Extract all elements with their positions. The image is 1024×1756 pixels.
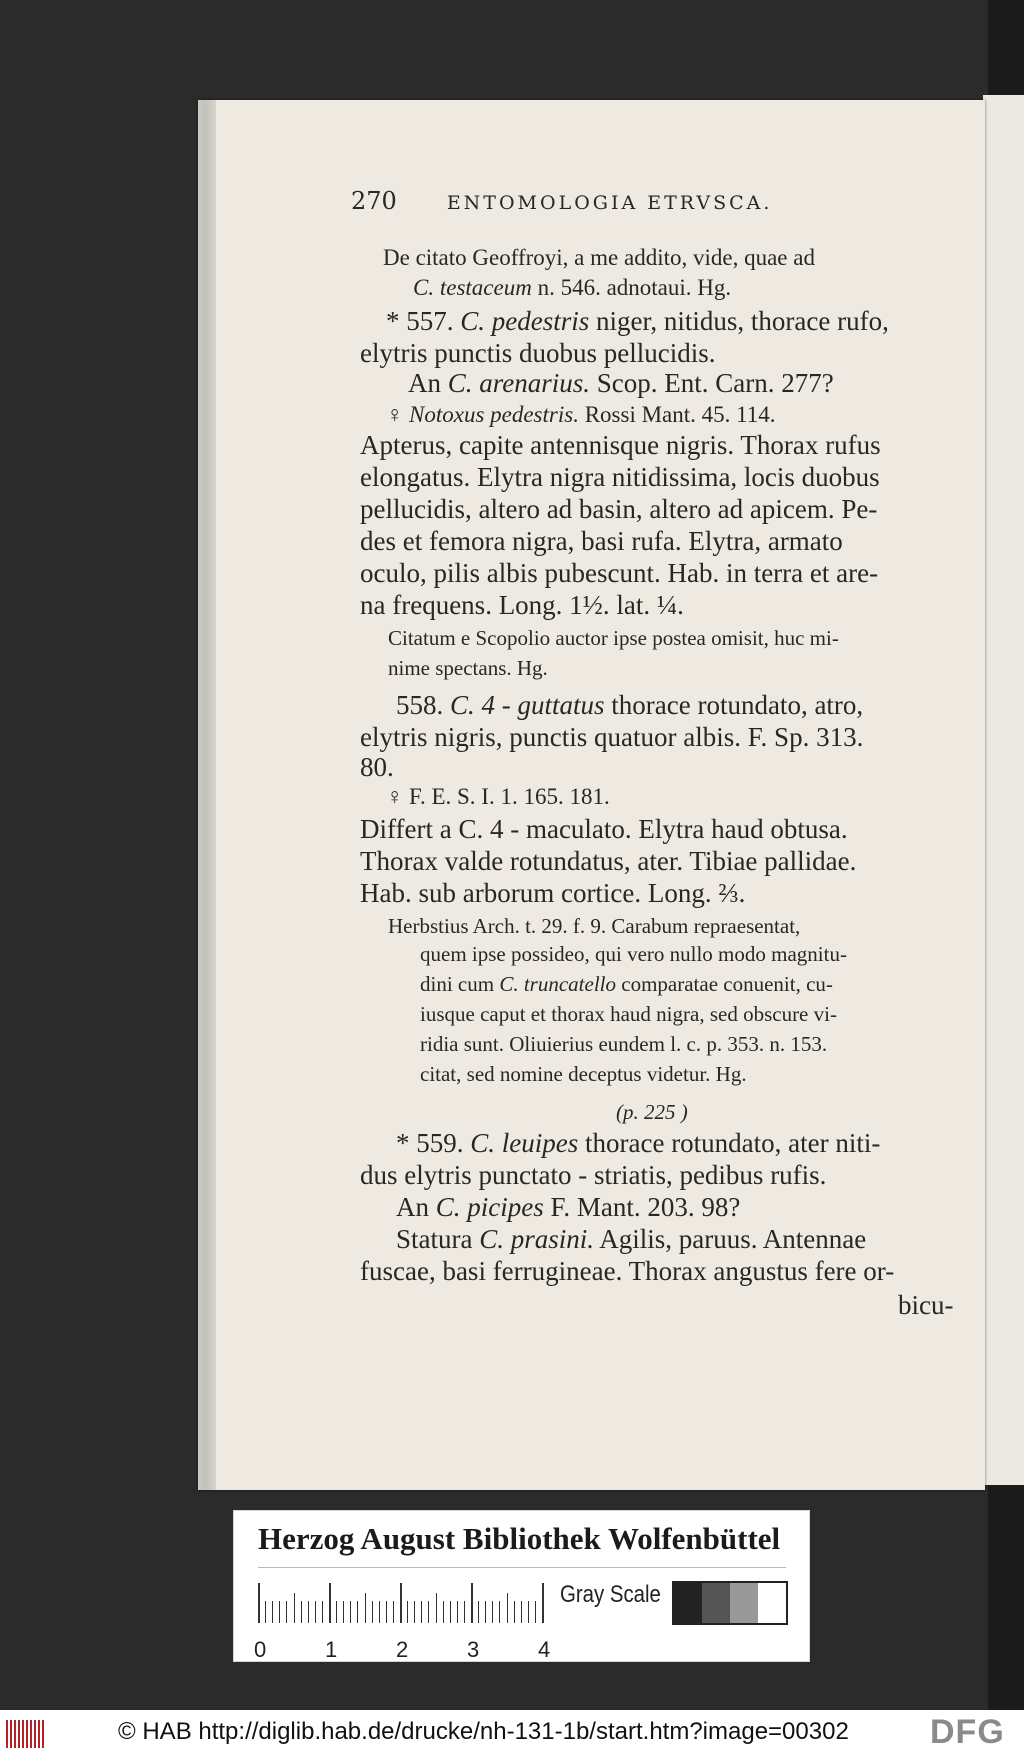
text-line <box>420 1062 747 1087</box>
ruler-tick <box>535 1601 536 1623</box>
ruler-tick <box>294 1593 295 1623</box>
text-line <box>396 1128 880 1159</box>
ruler-number: 2 <box>396 1637 409 1662</box>
text-segment: 80. <box>360 752 394 782</box>
ruler-tick <box>443 1601 444 1623</box>
gray-swatch <box>674 1583 702 1623</box>
text-line <box>420 972 833 997</box>
ruler-tick <box>514 1601 515 1623</box>
running-header <box>351 187 772 215</box>
italic-term: C. prasini. <box>479 1224 595 1254</box>
ruler-tick <box>457 1601 458 1623</box>
text-line <box>360 722 863 753</box>
text-line <box>388 626 839 651</box>
text-segment: des et femora nigra, basi rufa. Elytra, armato <box>360 526 843 556</box>
gray-scale-label: Gray Scale <box>560 1581 661 1608</box>
text-segment: fuscae, basi ferrugineae. Thorax angustus fere or- <box>360 1256 895 1286</box>
text-segment: thorace rotundato, ater niti- <box>578 1128 881 1158</box>
text-line <box>408 368 834 399</box>
ruler-tick <box>379 1601 380 1623</box>
page-number: 270 <box>351 187 397 215</box>
text-segment: elytris nigris, punctis quatuor albis. F. Sp. 313. <box>360 722 864 752</box>
book-page <box>198 100 985 1490</box>
page-spine <box>198 100 216 1490</box>
text-line <box>413 275 731 301</box>
ruler-tick <box>492 1601 493 1623</box>
ruler-tick <box>521 1601 522 1623</box>
ruler-tick <box>258 1583 260 1623</box>
ruler-tick <box>400 1583 402 1623</box>
text-segment: * 557. <box>386 306 461 336</box>
text-segment: ridia sunt. Oliuierius eundem l. c. p. 353. n. 153. <box>420 1032 828 1056</box>
logo-bar <box>6 1720 8 1748</box>
ruler-tick <box>350 1601 351 1623</box>
text-segment: An <box>408 368 448 398</box>
text-segment: Differt a C. 4 - maculato. Elytra haud obtusa. <box>360 814 848 844</box>
logo-bar <box>22 1720 24 1748</box>
ruler-tick <box>272 1601 273 1623</box>
text-line <box>360 494 877 525</box>
dfg-logo: DFG <box>930 1713 1005 1751</box>
text-line <box>396 1224 866 1255</box>
ruler-tick <box>542 1583 544 1623</box>
text-segment: Thorax valde rotundatus, ater. Tibiae pallidae. <box>360 846 857 876</box>
text-segment: ♀ F. E. S. I. 1. 165. 181. <box>386 784 610 809</box>
logo-bar <box>10 1720 12 1748</box>
ruler-tick <box>485 1601 486 1623</box>
ruler-tick <box>478 1601 479 1623</box>
color-calibration-card <box>233 1510 810 1662</box>
text-line <box>360 878 745 909</box>
logo-bar <box>26 1720 28 1748</box>
text-segment: Rossi Mant. 45. 114. <box>578 402 776 427</box>
text-line <box>396 1192 740 1223</box>
text-line <box>360 814 848 845</box>
text-line <box>420 1032 827 1057</box>
text-line <box>360 1256 894 1287</box>
hab-logo-icon <box>6 1720 46 1748</box>
footer-bar <box>0 1710 1024 1756</box>
italic-term: C. picipes <box>435 1192 544 1222</box>
card-title: Herzog August Bibliothek Wolfenbüttel <box>258 1521 781 1556</box>
text-line <box>386 306 889 337</box>
text-line <box>360 590 684 621</box>
text-segment: elongatus. Elytra nigra nitidissima, locis duobus <box>360 462 880 492</box>
text-line <box>360 1160 826 1191</box>
ruler-tick <box>393 1601 394 1623</box>
text-segment: niger, nitidus, thorace rufo, <box>589 306 889 336</box>
text-segment: 558. <box>396 690 450 720</box>
text-segment: pellucidis, altero ad basin, altero ad apicem. Pe- <box>360 494 878 524</box>
ruler-tick <box>265 1601 266 1623</box>
italic-term: (p. 225 ) <box>616 1100 688 1124</box>
text-segment: iusque caput et thorax haud nigra, sed obscure vi- <box>420 1002 837 1026</box>
text-segment: * 559. <box>396 1128 471 1158</box>
text-segment: Statura <box>396 1224 480 1254</box>
italic-term: C. 4 - guttatus <box>450 690 605 720</box>
ruler-tick <box>528 1601 529 1623</box>
ruler-tick <box>365 1593 366 1623</box>
text-line <box>386 402 776 428</box>
ruler-tick <box>499 1601 500 1623</box>
italic-term: C. truncatello <box>499 972 616 996</box>
gray-swatch <box>730 1583 758 1623</box>
text-segment: citat, sed nomine deceptus videtur. Hg. <box>420 1062 747 1086</box>
logo-bar <box>18 1720 20 1748</box>
ruler-tick <box>471 1583 473 1623</box>
ruler-tick <box>428 1601 429 1623</box>
text-segment: ♀ <box>386 402 409 427</box>
text-segment: dus elytris punctato - striatis, pedibus rufis. <box>360 1160 827 1190</box>
text-segment: nime spectans. Hg. <box>388 656 548 680</box>
text-segment: n. 546. adnotaui. Hg. <box>531 275 732 300</box>
ruler-tick <box>372 1601 373 1623</box>
text-line <box>386 784 610 810</box>
text-segment: Herbstius Arch. t. 29. f. 9. Carabum repraesentat, <box>388 914 801 938</box>
running-head-title: ENTOMOLOGIA ETRVSCA. <box>446 192 773 214</box>
text-segment: De citato Geoffroyi, a me addito, vide, quae ad <box>383 245 815 270</box>
ruler-tick <box>329 1583 331 1623</box>
text-line <box>383 245 815 271</box>
gray-swatch <box>702 1583 730 1623</box>
text-segment: An <box>396 1192 436 1222</box>
ruler-number: 1 <box>325 1637 338 1662</box>
logo-bar <box>30 1720 32 1748</box>
gray-swatch <box>758 1583 786 1623</box>
ruler-tick <box>336 1601 337 1623</box>
text-line <box>360 752 394 783</box>
footer-url: © HAB http://diglib.hab.de/drucke/nh-131-1b/start.htm?image=00302 <box>118 1718 849 1745</box>
text-segment: Agilis, paruus. Antennae <box>594 1224 867 1254</box>
ruler-tick <box>436 1593 437 1623</box>
text-segment: dini cum <box>420 972 500 996</box>
text-segment: Scop. Ent. Carn. 277? <box>590 368 834 398</box>
ruler-tick <box>279 1601 280 1623</box>
text-segment: thorace rotundato, atro, <box>604 690 864 720</box>
ruler-tick <box>286 1601 287 1623</box>
text-segment: Hab. sub arborum cortice. Long. ⅔. <box>360 878 746 908</box>
text-line <box>360 526 843 557</box>
text-line <box>616 1100 688 1125</box>
ruler-tick <box>414 1601 415 1623</box>
text-line <box>420 942 847 967</box>
ruler-number: 4 <box>538 1637 551 1662</box>
text-segment: Apterus, capite antennisque nigris. Thorax rufus <box>360 430 881 460</box>
ruler-tick <box>407 1601 408 1623</box>
ruler-tick <box>421 1601 422 1623</box>
text-line <box>396 690 863 721</box>
italic-term: C. pedestris <box>460 306 590 336</box>
text-segment: bicu- <box>898 1290 954 1320</box>
italic-term: C. testaceum <box>413 275 532 300</box>
ruler-tick <box>386 1601 387 1623</box>
text-segment: na frequens. Long. 1½. lat. ¼. <box>360 590 684 620</box>
text-segment: quem ipse possideo, qui vero nullo modo magnitu- <box>420 942 847 966</box>
text-segment: comparatae conuenit, cu- <box>616 972 833 996</box>
italic-term: C. leuipes <box>470 1128 579 1158</box>
ruler-tick <box>507 1593 508 1623</box>
text-line <box>360 558 878 589</box>
ruler-tick <box>464 1601 465 1623</box>
text-line <box>420 1002 837 1027</box>
text-segment: Citatum e Scopolio auctor ipse postea omisit, huc mi- <box>388 626 839 650</box>
text-line <box>360 462 880 493</box>
measurement-ruler <box>258 1579 543 1623</box>
text-line <box>360 846 856 877</box>
text-line <box>360 430 881 461</box>
gray-scale-swatches <box>672 1581 788 1625</box>
ruler-tick <box>450 1601 451 1623</box>
text-line <box>388 656 548 681</box>
next-page-edge <box>983 95 1024 1485</box>
text-line <box>360 338 715 369</box>
ruler-tick <box>315 1601 316 1623</box>
ruler-number: 3 <box>467 1637 480 1662</box>
logo-bar <box>38 1720 40 1748</box>
text-line <box>388 914 800 939</box>
card-divider <box>258 1567 786 1568</box>
text-segment: F. Mant. 203. 98? <box>543 1192 741 1222</box>
logo-bar <box>14 1720 16 1748</box>
ruler-tick <box>308 1601 309 1623</box>
ruler-tick <box>301 1601 302 1623</box>
ruler-tick <box>322 1601 323 1623</box>
ruler-number: 0 <box>254 1637 267 1662</box>
ruler-tick <box>343 1601 344 1623</box>
logo-bar <box>42 1720 44 1748</box>
italic-term: Notoxus pedestris. <box>409 402 579 427</box>
italic-term: C. arenarius. <box>447 368 591 398</box>
text-segment: elytris punctis duobus pellucidis. <box>360 338 716 368</box>
ruler-tick <box>357 1601 358 1623</box>
text-line <box>898 1290 953 1321</box>
text-segment: oculo, pilis albis pubescunt. Hab. in terra et are- <box>360 558 879 588</box>
logo-bar <box>34 1720 36 1748</box>
